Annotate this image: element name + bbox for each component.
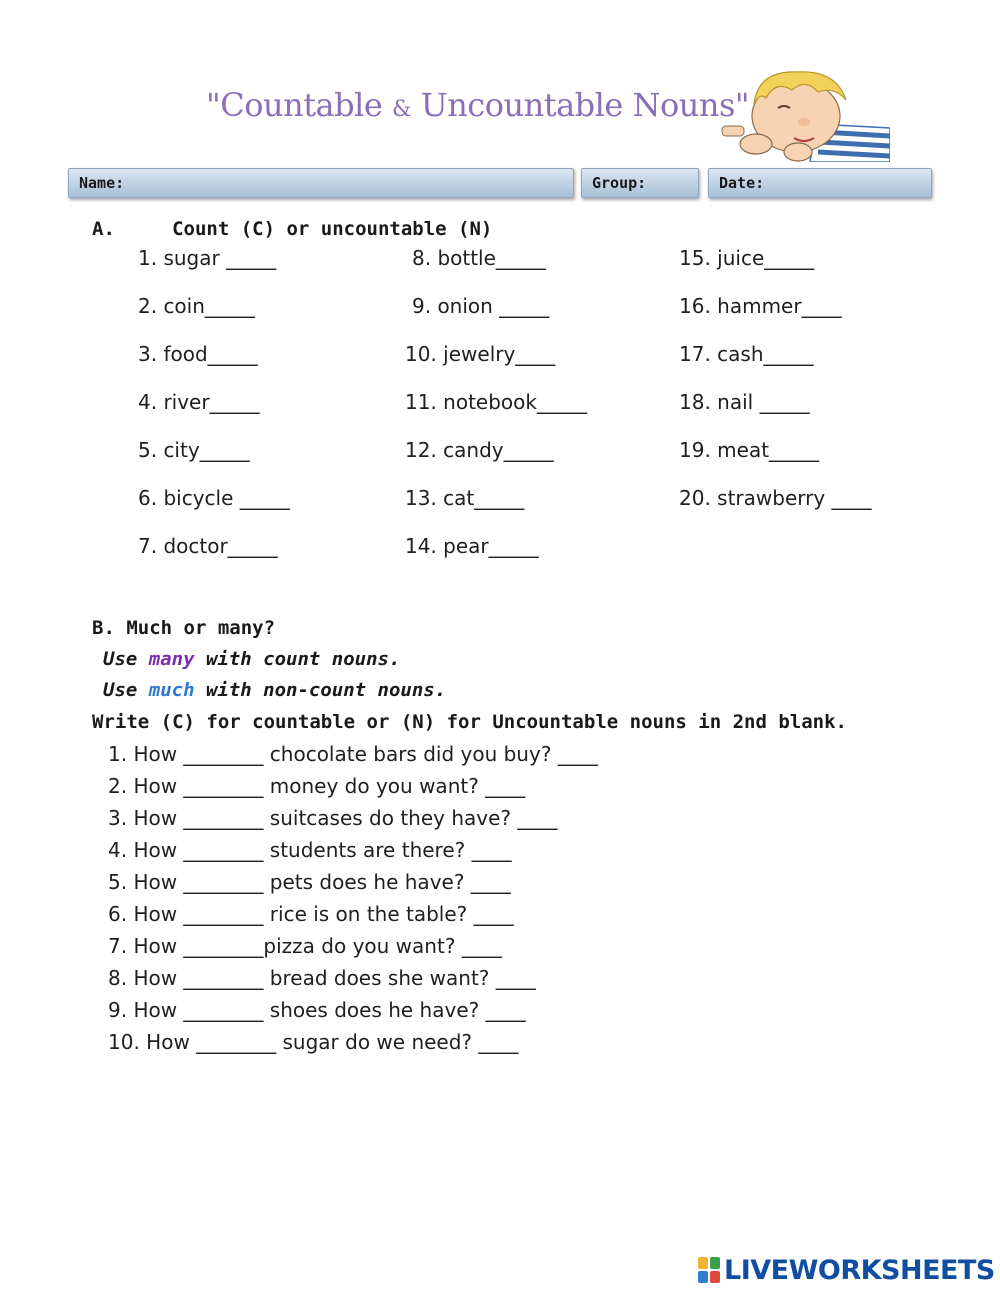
noun-item[interactable]: 4. river_____ xyxy=(138,390,260,414)
noun-item[interactable]: 6. bicycle _____ xyxy=(138,486,290,510)
noun-item[interactable]: 16. hammer____ xyxy=(679,294,842,318)
noun-item[interactable]: 20. strawberry ____ xyxy=(679,486,872,510)
sentence-item[interactable]: 10. How ________ sugar do we need? ____ xyxy=(108,1030,519,1054)
sentence-item[interactable]: 1. How ________ chocolate bars did you buy? ____ xyxy=(108,742,598,766)
noun-item[interactable]: 7. doctor_____ xyxy=(138,534,278,558)
sentence-item[interactable]: 7. How ________pizza do you want? ____ xyxy=(108,934,502,958)
noun-item[interactable]: 19. meat_____ xyxy=(679,438,820,462)
title-ampersand: & xyxy=(391,97,412,122)
much-keyword: much xyxy=(148,679,195,701)
liveworksheets-logo xyxy=(698,1254,995,1286)
note-many-pre: Use xyxy=(103,648,149,670)
sentence-item[interactable]: 2. How ________ money do you want? ____ xyxy=(108,774,526,798)
note-many xyxy=(103,648,400,670)
logo-mark-icon xyxy=(698,1257,720,1283)
title-part-2: Uncountable Nouns" xyxy=(411,86,750,124)
sentence-item[interactable]: 3. How ________ suitcases do they have? ____ xyxy=(108,806,558,830)
sentence-item[interactable]: 6. How ________ rice is on the table? ____ xyxy=(108,902,514,926)
title-part-1: "Countable xyxy=(206,86,392,124)
group-field[interactable] xyxy=(581,168,699,198)
sentence-item[interactable]: 4. How ________ students are there? ____ xyxy=(108,838,512,862)
sentence-item[interactable]: 5. How ________ pets does he have? ____ xyxy=(108,870,511,894)
noun-item[interactable]: 12. candy_____ xyxy=(405,438,554,462)
noun-item[interactable]: 1. sugar _____ xyxy=(138,246,277,270)
noun-item[interactable]: 17. cash_____ xyxy=(679,342,814,366)
name-field[interactable] xyxy=(68,168,574,198)
noun-item[interactable]: 3. food_____ xyxy=(138,342,258,366)
many-keyword: many xyxy=(148,648,195,670)
note-much-pre: Use xyxy=(103,679,149,701)
noun-item[interactable]: 10. jewelry____ xyxy=(405,342,556,366)
note-many-post: with count nouns. xyxy=(194,648,401,670)
boy-counting-illustration xyxy=(706,64,890,162)
noun-item[interactable]: 5. city_____ xyxy=(138,438,250,462)
group-label: Group: xyxy=(592,174,647,192)
note-much-post: with non-count nouns. xyxy=(194,679,447,701)
noun-item[interactable]: 13. cat_____ xyxy=(405,486,525,510)
date-field[interactable] xyxy=(708,168,932,198)
date-label: Date: xyxy=(719,174,765,192)
noun-item[interactable]: 11. notebook_____ xyxy=(405,390,587,414)
name-label: Name: xyxy=(79,174,125,192)
noun-item[interactable]: 18. nail _____ xyxy=(679,390,810,414)
sentence-item[interactable]: 8. How ________ bread does she want? ____ xyxy=(108,966,536,990)
note-much xyxy=(103,679,446,701)
section-a-heading: A. Count (C) or uncountable (N) xyxy=(92,218,493,240)
section-b-heading: B. Much or many? xyxy=(92,617,276,639)
page-title xyxy=(206,86,750,124)
logo-text: LIVEWORKSHEETS xyxy=(724,1254,995,1286)
noun-item[interactable]: 8. bottle_____ xyxy=(412,246,546,270)
section-b-instruction: Write (C) for countable or (N) for Uncountable nouns in 2nd blank. xyxy=(92,711,847,733)
noun-item[interactable]: 9. onion _____ xyxy=(412,294,550,318)
noun-item[interactable]: 15. juice_____ xyxy=(679,246,815,270)
sentence-item[interactable]: 9. How ________ shoes does he have? ____ xyxy=(108,998,526,1022)
noun-item[interactable]: 14. pear_____ xyxy=(405,534,539,558)
noun-item[interactable]: 2. coin_____ xyxy=(138,294,255,318)
